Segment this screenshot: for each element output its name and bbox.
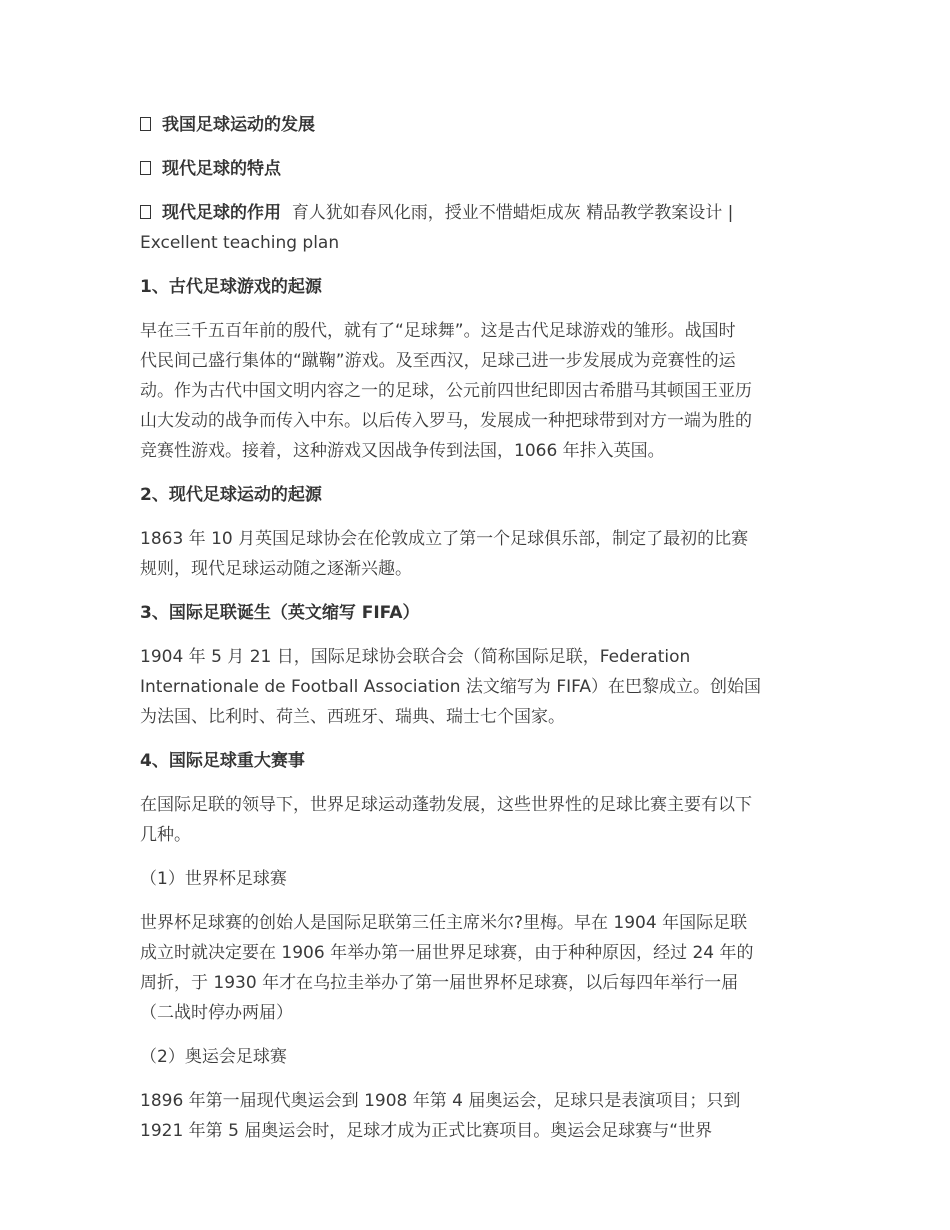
paragraph-line: 世界杯足球赛的创始人是国际足联第三任主席米尔?里梅。早在 1904 年国际足联 (140, 913, 748, 933)
section-heading-wrap (140, 272, 820, 302)
paragraph-line: 为法国、比利时、荷兰、西班牙、瑞典、瑞士七个国家。 (140, 707, 565, 727)
paragraph-line: 1904 年 5 月 21 日，国际足球协会联合会（简称国际足联，Federation (140, 647, 691, 667)
section-body (140, 316, 820, 466)
paragraph-line: Internationale de Football Association 法文缩写为 FIFA）在巴黎成立。创始国 (140, 677, 761, 697)
section-body (140, 642, 820, 732)
bullet-continuation: Excellent teaching plan (140, 233, 340, 253)
bullet-label: 我国足球运动的发展 (162, 115, 315, 135)
paragraph-line: 1863 年 10 月英国足球协会在伦敦成立了第一个足球俱乐部，制定了最初的比赛 (140, 529, 749, 549)
paragraph-line: 成立时就决定要在 1906 年举办第一届世界足球赛，由于种种原因，经过 24 年的 (140, 943, 754, 963)
paragraph-line: 动。作为古代中国文明内容之一的足球，公元前四世纪即因古希腊马其顿国王亚历 (140, 381, 752, 401)
subsection-body (140, 1086, 820, 1146)
bullet-item (140, 198, 820, 258)
bullet-label: 现代足球的作用 (162, 203, 281, 223)
paragraph-line: 竞赛性游戏。接着，这种游戏又因战争传到法国，1066 年拤入英国。 (140, 441, 665, 461)
bullet-suffix: 育人犹如春风化雨，授业不惜蜡炬成灰 精品教学教案设计 | (291, 203, 734, 223)
section-heading: 3、国际足联诞生（英文缩写 FIFA） (140, 603, 420, 623)
subsection-title: （1）世界杯足球赛 (140, 869, 287, 889)
paragraph-line: （二战时停办两届） (140, 1003, 293, 1023)
section-body (140, 790, 820, 850)
bullet-item (140, 154, 820, 184)
subsection-title: （2）奥运会足球赛 (140, 1047, 287, 1067)
paragraph-line: 山大发动的战争而传入中东。以后传入罗马，发展成一种把球带到对方一端为胜的 (140, 411, 752, 431)
bullet-label: 现代足球的特点 (162, 159, 281, 179)
paragraph-line: 代民间己盛行集体的“蹴鞠”游戏。及至西汉，足球己进一步发展成为竞赛性的运 (140, 351, 736, 371)
checkbox-icon (140, 161, 151, 175)
section-heading: 2、现代足球运动的起源 (140, 485, 322, 505)
bullet-item (140, 110, 820, 140)
paragraph-line: 1896 年第一届现代奥运会到 1908 年第 4 届奥运会，足球只是表演项目；只到 (140, 1091, 741, 1111)
section-heading: 4、国际足球重大赛事 (140, 751, 305, 771)
section-heading: 1、古代足球游戏的起源 (140, 277, 322, 297)
subsection-body (140, 908, 820, 1028)
section-heading-wrap (140, 598, 820, 628)
checkbox-icon (140, 117, 151, 131)
document-page (140, 110, 820, 1160)
paragraph-line: 在国际足联的领导下，世界足球运动蓬勃发展，这些世界性的足球比赛主要有以下 (140, 795, 752, 815)
section-body (140, 524, 820, 584)
checkbox-icon (140, 205, 151, 219)
section-heading-wrap (140, 746, 820, 776)
paragraph-line: 周折，于 1930 年才在乌拉圭举办了第一届世界杯足球赛，以后每四年举行一届 (140, 973, 739, 993)
paragraph-line: 几种。 (140, 825, 191, 845)
paragraph-line: 规则，现代足球运动随之逐渐兴趣。 (140, 559, 412, 579)
section-heading-wrap (140, 480, 820, 510)
paragraph-line: 早在三千五百年前的殷代，就有了“足球舞”。这是古代足球游戏的雏形。战国时 (140, 321, 736, 341)
paragraph-line: 1921 年第 5 届奥运会时，足球才成为正式比赛项目。奥运会足球赛与“世界 (140, 1121, 713, 1141)
